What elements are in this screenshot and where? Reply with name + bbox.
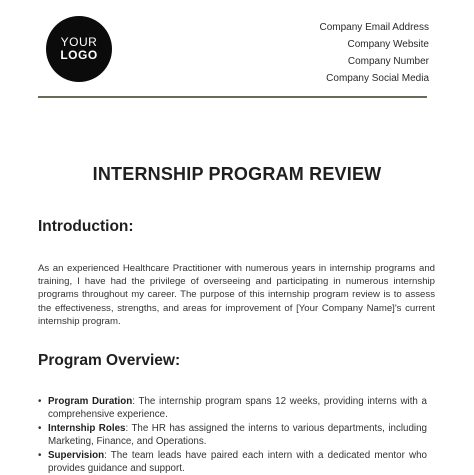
list-item: [38, 449, 427, 475]
bullet-icon: •: [38, 449, 42, 461]
company-logo: [46, 16, 112, 82]
list-item-text: : The HR has assigned the interns to various departments, including Marketing, Finance, and Operations.: [48, 422, 427, 448]
list-item: [38, 395, 427, 422]
program-overview-list: [38, 395, 427, 475]
logo-text-line1: YOUR: [60, 35, 98, 49]
list-item-label: Program Duration: [48, 396, 133, 407]
list-item-label: Supervision: [48, 449, 105, 461]
program-overview-heading: Program Overview:: [38, 352, 181, 369]
list-item-text: : The team leads have paired each intern with a dedicated mentor who provides guidance and support.: [48, 449, 427, 475]
document-title: INTERNSHIP PROGRAM REVIEW: [92, 164, 382, 184]
list-item-label: Internship Roles: [48, 422, 126, 434]
company-email: Company Email Address: [319, 22, 429, 33]
logo-text-line2: LOGO: [60, 48, 98, 62]
list-item: [38, 422, 427, 449]
company-website: Company Website: [347, 39, 429, 50]
header-divider: [38, 96, 427, 98]
introduction-paragraph: As an experienced Healthcare Practitioner with numerous years in internship programs and training, I have had the privilege of overseeing and participating in numerous internship programs throughout my career. The purpose of this internship program review is to assess the effectiveness, strengths, and areas for improvement of [Your Company Name]'s current internship program.: [38, 263, 435, 327]
list-item-text: : The internship program spans 12 weeks, providing interns with a comprehensive experience.: [48, 396, 427, 421]
company-number: Company Number: [347, 56, 429, 67]
bullet-icon: •: [38, 422, 42, 434]
bullet-icon: •: [38, 396, 42, 407]
company-social-media: Company Social Media: [326, 73, 429, 84]
introduction-heading: Introduction:: [38, 218, 134, 235]
contact-block: [320, 19, 430, 87]
